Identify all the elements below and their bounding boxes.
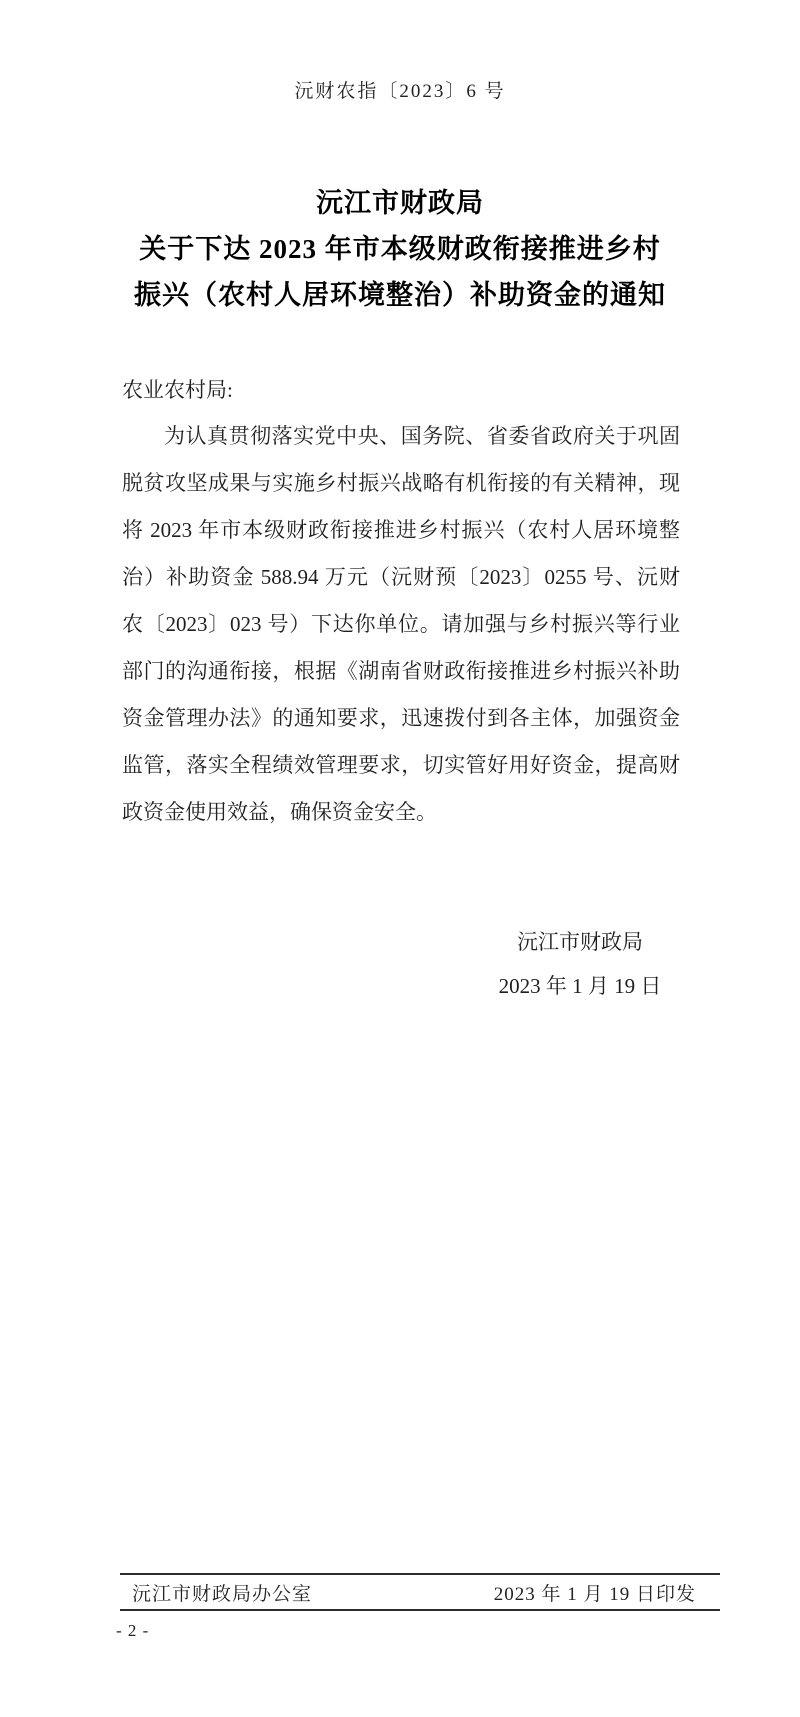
title-line-3: 振兴（农村人居环境整治）补助资金的通知: [134, 280, 666, 310]
body-line: 将 2023 年市本级财政衔接推进乡村振兴（农村人居环境整: [122, 518, 680, 542]
body-line: 资金管理办法》的通知要求，迅速拨付到各主体，加强资金: [122, 706, 680, 730]
signature-org: 沅江市财政局: [517, 930, 643, 954]
body-line: 为认真贯彻落实党中央、国务院、省委省政府关于巩固: [164, 424, 680, 448]
body-line: 部门的沟通衔接，根据《湖南省财政衔接推进乡村振兴补助: [122, 659, 680, 683]
title-line-2: 关于下达 2023 年市本级财政衔接推进乡村: [139, 234, 661, 264]
document-title: [90, 180, 710, 318]
salutation: 农业农村局:: [122, 378, 233, 402]
footer-print-date: 2023 年 1 月 19 日印发: [493, 1583, 696, 1605]
footer-office: 沅江市财政局办公室: [132, 1583, 313, 1605]
body-line: 监管，落实全程绩效管理要求，切实管好用好资金，提高财: [122, 753, 680, 777]
signature-block: [440, 920, 720, 1008]
document-body: [122, 413, 680, 836]
signature-date: 2023 年 1 月 19 日: [498, 974, 662, 998]
body-line: 脱贫攻坚成果与实施乡村振兴战略有机衔接的有关精神，现: [122, 471, 680, 495]
footer-bar: [120, 1573, 720, 1611]
title-line-1: 沅江市财政局: [316, 188, 484, 218]
document-number: 沅财农指〔2023〕6 号: [294, 81, 506, 102]
body-line: 农〔2023〕023 号）下达你单位。请加强与乡村振兴等行业: [122, 612, 680, 636]
page-number: - 2 -: [116, 1621, 150, 1640]
body-line: 政资金使用效益，确保资金安全。: [122, 800, 437, 824]
body-line: 治）补助资金 588.94 万元（沅财预〔2023〕0255 号、沅财: [122, 565, 680, 589]
